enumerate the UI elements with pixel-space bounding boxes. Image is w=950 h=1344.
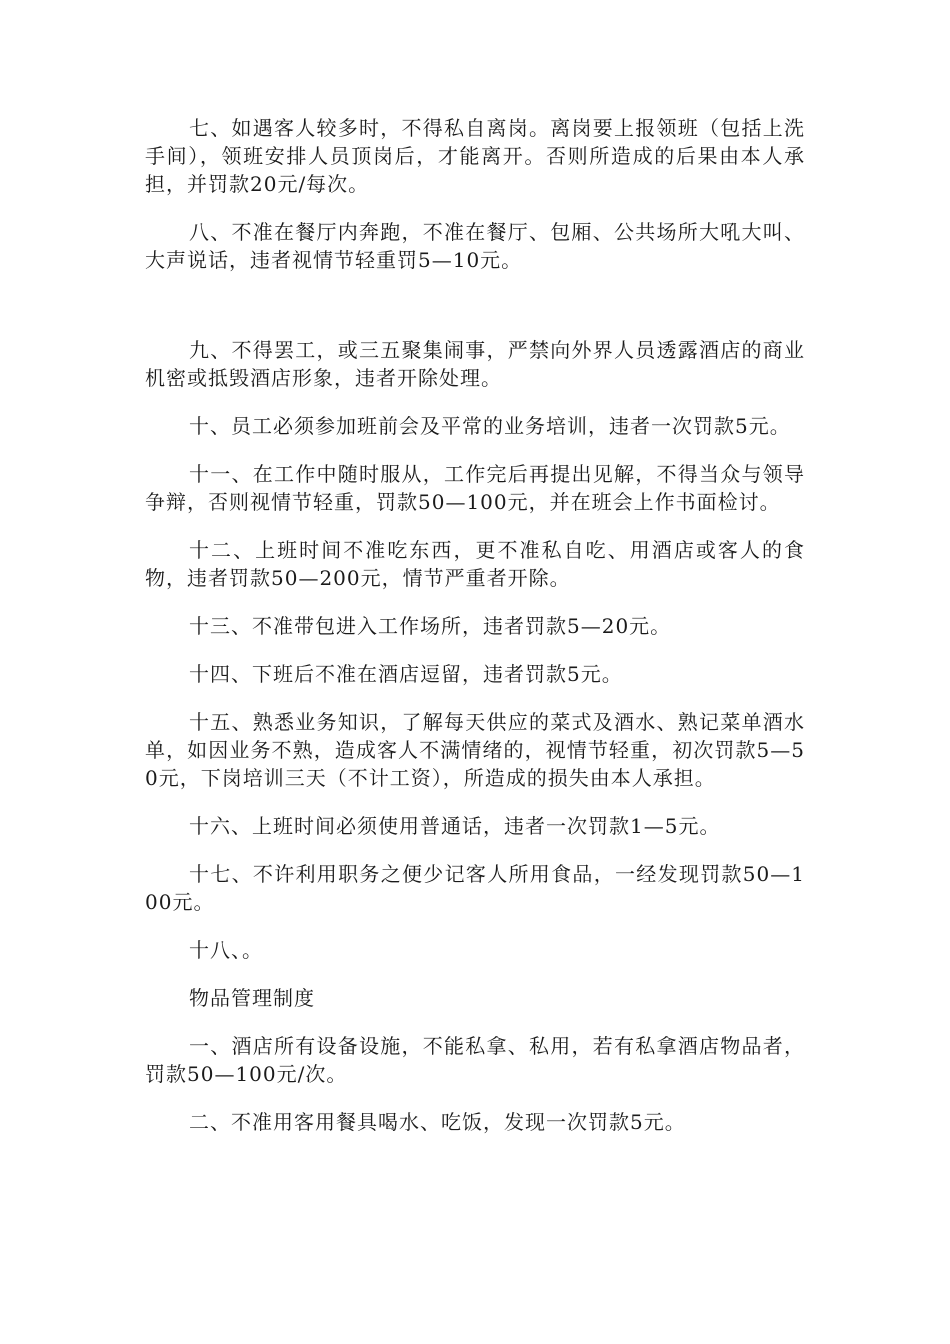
rule-paragraph-11: 十一、在工作中随时服从，工作完后再提出见解，不得当众与领导争辩，否则视情节轻重，罚款50—100元，并在班会上作书面检讨。 (145, 462, 805, 514)
item-rule-paragraph-2: 二、不准用客用餐具喝水、吃饭，发现一次罚款5元。 (189, 1110, 686, 1134)
rule-paragraph-18: 十八、。 (189, 938, 263, 962)
rule-paragraph-12: 十二、上班时间不准吃东西，更不准私自吃、用酒店或客人的食物，违者罚款50—200元，情节严重者开除。 (145, 538, 805, 590)
rule-paragraph-10: 十、员工必须参加班前会及平常的业务培训，违者一次罚款5元。 (189, 414, 791, 438)
rule-paragraph-8: 八、不准在餐厅内奔跑，不准在餐厅、包厢、公共场所大吼大叫、大声说话，违者视情节轻重罚5—10元。 (145, 220, 805, 272)
rule-paragraph-14: 十四、下班后不准在酒店逗留，违者罚款5元。 (189, 662, 623, 686)
rule-paragraph-7: 七、如遇客人较多时，不得私自离岗。离岗要上报领班（包括上洗手间），领班安排人员顶岗后，才能离开。否则所造成的后果由本人承担，并罚款20元/每次。 (145, 116, 805, 196)
item-rule-paragraph-1: 一、酒店所有设备设施，不能私拿、私用，若有私拿酒店物品者，罚款50—100元/次。 (145, 1034, 805, 1086)
rule-paragraph-17: 十七、不许利用职务之便少记客人所用食品，一经发现罚款50—100元。 (145, 862, 805, 914)
rule-paragraph-13: 十三、不准带包进入工作场所，违者罚款5—20元。 (189, 614, 672, 638)
section-title: 物品管理制度 (189, 986, 315, 1010)
document-page (145, 114, 805, 1156)
rule-paragraph-15: 十五、熟悉业务知识，了解每天供应的菜式及酒水、熟记菜单酒水单，如因业务不熟，造成客人不满情绪的，视情节轻重，初次罚款5—50元，下岗培训三天（不计工资），所造成的损失由本人承担。 (145, 710, 805, 790)
rule-paragraph-9: 九、不得罢工，或三五聚集闹事，严禁向外界人员透露酒店的商业机密或抵毁酒店形象，违者开除处理。 (145, 338, 805, 390)
rule-paragraph-16: 十六、上班时间必须使用普通话，违者一次罚款1—5元。 (189, 814, 721, 838)
